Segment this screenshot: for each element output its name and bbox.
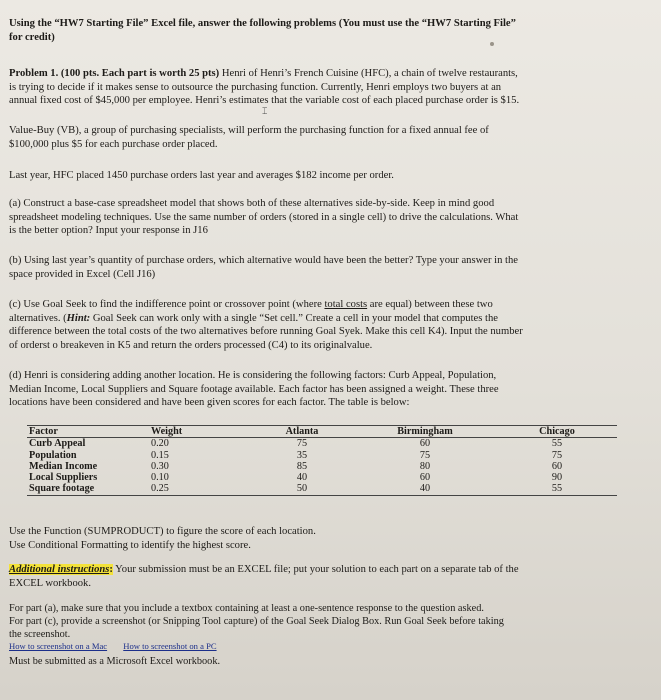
col-header-atlanta: Atlanta [285, 426, 319, 437]
conditional-formatting-line: Use Conditional Formatting to identify the highest score. [9, 539, 251, 551]
notes-line-1: For part (a), make sure that you include a textbox containing at least a one-sentence response to the question asked. [9, 603, 484, 614]
birmingham-cell: 40 [419, 483, 431, 495]
part-c-line-1b: are equal) between these two [367, 299, 493, 310]
hint-label: Hint: [66, 312, 91, 324]
header-instructions [9, 17, 639, 44]
link-screenshot-mac[interactable]: How to screenshot on a Mac [9, 641, 108, 651]
birmingham-cell: 80 [419, 460, 431, 472]
part-b-paragraph [9, 254, 639, 281]
value-buy-line-2: $100,000 plus $5 for each purchase order placed. [9, 138, 218, 150]
problem1-text-3: annual fixed cost of $45,000 per employee. Henri’s estimates that the variable cost of each placed purchase order is $15. [9, 95, 520, 106]
birmingham-cell: 60 [419, 438, 431, 450]
weight-cell: 0.25 [151, 483, 169, 495]
part-c-paragraph [9, 298, 639, 352]
table-row [27, 450, 617, 461]
factor-cell: Square footage [29, 483, 95, 495]
problem1-text-1: Henri of Henri’s French Cuisine (HFC), a chain of twelve restaurants, [219, 68, 518, 79]
factor-cell: Local Suppliers [29, 472, 98, 484]
last-year-line: Last year, HFC placed 1450 purchase orders last year and averages $182 income per order. [9, 170, 394, 181]
weight-cell: 0.20 [151, 438, 169, 450]
submission-notes [9, 602, 639, 641]
problem1-text-2: is trying to decide if it makes sense to outsource the purchasing function. Currently, Henri employs two buyers at an [9, 81, 502, 93]
chicago-cell: 75 [551, 449, 563, 461]
notes-line-3: the screenshot. [9, 629, 71, 640]
col-header-birmingham: Birmingham [397, 426, 453, 437]
birmingham-cell: 60 [419, 472, 431, 484]
birmingham-cell: 75 [419, 449, 431, 461]
additional-colon: : [109, 564, 113, 575]
factor-cell: Curb Appeal [29, 438, 86, 450]
col-header-factor: Factor [29, 426, 58, 437]
col-header-weight: Weight [151, 426, 183, 437]
part-b-line-1: (b) Using last year’s quantity of purchase orders, which alternative would have been the better? Type your answer in the [9, 255, 518, 266]
part-d-line-1: (d) Henri is considering adding another location. He is considering the following factors: Curb Appeal, Population, [9, 370, 497, 381]
atlanta-cell: 50 [296, 483, 308, 495]
part-c-line-4: of orderst o breakeven in K5 and return the orders processed (C4) to its originalvalue. [9, 339, 373, 351]
last-year-paragraph [9, 169, 639, 183]
table-row [27, 483, 617, 495]
problem1-paragraph [9, 67, 639, 108]
location-factors-table [27, 425, 617, 496]
table-row [27, 438, 617, 450]
problem1-heading: Problem 1. (100 pts. Each part is worth 25 pts) [9, 68, 220, 79]
part-d-line-3: locations have been considered and have been given scores for each factor. The table is below: [9, 397, 410, 408]
function-instructions [9, 525, 639, 552]
factor-cell: Population [29, 449, 77, 461]
table-row [27, 472, 617, 483]
part-a-line-3: is the better option? Input your response in J16 [9, 225, 208, 236]
factor-cell: Median Income [29, 460, 98, 472]
value-buy-line-1: Value-Buy (VB), a group of purchasing specialists, will perform the purchasing function for a fixed annual fee of [9, 125, 489, 136]
chicago-cell: 60 [551, 460, 563, 472]
total-costs-underlined: total costs [324, 299, 368, 310]
sumproduct-line: Use the Function (SUMPRODUCT) to figure the score of each location. [9, 526, 316, 537]
part-b-line-2: space provided in Excel (Cell J16) [9, 268, 156, 280]
part-d-paragraph [9, 369, 639, 410]
additional-line-1: Your submission must be an EXCEL file; put your solution to each part on a separate tab of the [112, 564, 519, 575]
part-a-paragraph [9, 197, 639, 238]
col-header-chicago: Chicago [539, 426, 575, 437]
weight-cell: 0.30 [151, 460, 169, 472]
link-screenshot-pc[interactable]: How to screenshot on a PC [123, 641, 217, 651]
weight-cell: 0.15 [151, 449, 169, 461]
value-buy-paragraph [9, 124, 639, 151]
atlanta-cell: 40 [296, 472, 308, 484]
part-c-line-2b: Goal Seek can work only with a single “Set cell.” Create a cell in your model that computes the [90, 312, 498, 324]
table-row [27, 461, 617, 472]
atlanta-cell: 85 [296, 460, 308, 472]
part-a-line-1: (a) Construct a base-case spreadsheet model that shows both of these alternatives side-by-side. Keep in mind good [9, 198, 495, 209]
notes-line-2: For part (c), provide a screenshot (or Snipping Tool capture) of the Goal Seek Dialog Box. Run Goal Seek before taking [9, 616, 504, 627]
chicago-cell: 90 [551, 472, 563, 484]
additional-instructions-paragraph [9, 563, 639, 590]
atlanta-cell: 35 [296, 449, 308, 461]
weight-cell: 0.10 [151, 472, 169, 484]
header-line-2: for credit) [9, 31, 55, 43]
screenshot-links [9, 641, 231, 651]
speck-mark [490, 42, 494, 46]
header-line-1: Using the “HW7 Starting File” Excel file, answer the following problems (You must use the “HW7 Starting File” [9, 18, 516, 29]
additional-instructions-label: Additional instructions [9, 564, 110, 575]
additional-line-2: EXCEL workbook. [9, 577, 91, 589]
part-a-line-2: spreadsheet modeling techniques. Use the same number of orders (stored in a single cell) to drive the calculations. What [9, 211, 519, 223]
table-header-row [27, 426, 617, 438]
chicago-cell: 55 [551, 438, 563, 450]
text-cursor-icon: ⌶ [262, 107, 268, 117]
final-note [9, 655, 639, 669]
atlanta-cell: 75 [296, 438, 308, 450]
part-c-line-2a: alternatives. ( [9, 312, 67, 324]
part-c-line-3: difference between the total costs of the two alternatives before running Goal Syek. Make this cell K4). Input the number [9, 326, 523, 337]
part-d-line-2: Median Income, Local Suppliers and Square footage available. Each factor has been assigned a weight. These three [9, 383, 499, 395]
chicago-cell: 55 [551, 483, 563, 495]
excel-workbook-note: Must be submitted as a Microsoft Excel workbook. [9, 656, 221, 667]
part-c-line-1a: (c) Use Goal Seek to find the indifference point or crossover point (where [9, 299, 325, 310]
